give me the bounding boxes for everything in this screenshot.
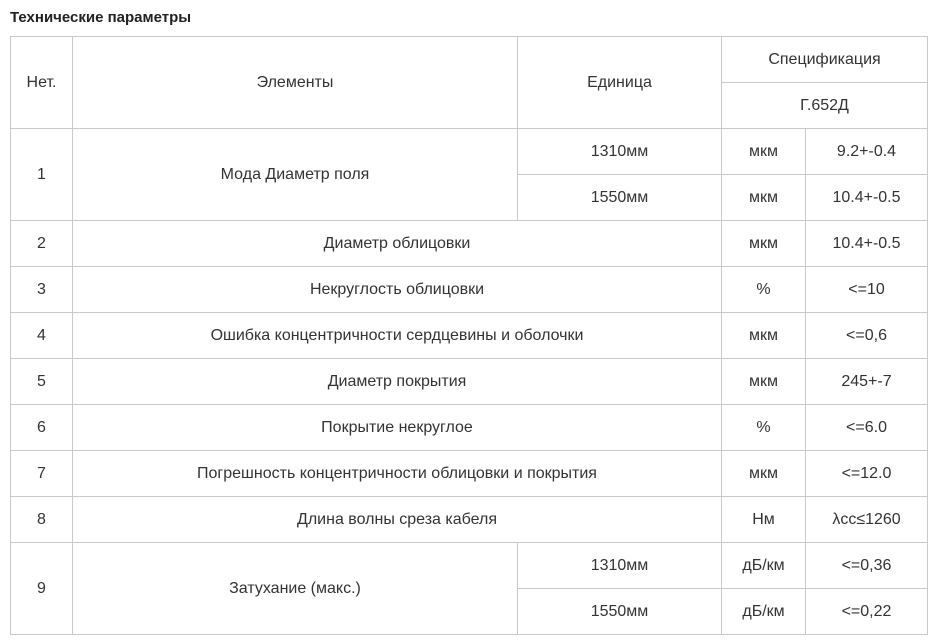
row-value: 9.2+-0.4 (806, 129, 928, 175)
row-value: <=0,36 (806, 543, 928, 589)
row-value: <=12.0 (806, 451, 928, 497)
table-row (11, 451, 928, 497)
row-unit: мкм (722, 175, 806, 221)
row-no: 5 (11, 359, 73, 405)
row-no: 1 (11, 129, 73, 221)
row-unit: мкм (722, 359, 806, 405)
row-unit: дБ/км (722, 543, 806, 589)
table-row (11, 359, 928, 405)
table-row (11, 221, 928, 267)
row-no: 7 (11, 451, 73, 497)
row-unit: % (722, 405, 806, 451)
row-no: 4 (11, 313, 73, 359)
row-element: Погрешность концентричности облицовки и покрытия (73, 451, 722, 497)
row-element: Длина волны среза кабеля (73, 497, 722, 543)
table-header-row (11, 37, 928, 83)
header-unit: Единица (518, 37, 722, 129)
row-unit: мкм (722, 129, 806, 175)
row-element: Диаметр покрытия (73, 359, 722, 405)
row-element: Диаметр облицовки (73, 221, 722, 267)
header-no: Нет. (11, 37, 73, 129)
row-subparam: 1550мм (518, 175, 722, 221)
row-no: 9 (11, 543, 73, 635)
row-unit: % (722, 267, 806, 313)
row-element: Ошибка концентричности сердцевины и оболочки (73, 313, 722, 359)
row-no: 8 (11, 497, 73, 543)
row-no: 6 (11, 405, 73, 451)
tech-params-table (10, 36, 928, 635)
row-value: <=0,22 (806, 589, 928, 635)
row-element: Мода Диаметр поля (73, 129, 518, 221)
table-row (11, 543, 928, 589)
row-element: Покрытие некруглое (73, 405, 722, 451)
row-subparam: 1550мм (518, 589, 722, 635)
header-elements: Элементы (73, 37, 518, 129)
table-row (11, 267, 928, 313)
page-title: Технические параметры (10, 9, 192, 26)
row-no: 3 (11, 267, 73, 313)
row-unit: Нм (722, 497, 806, 543)
row-no: 2 (11, 221, 73, 267)
table-row (11, 405, 928, 451)
table-row (11, 313, 928, 359)
row-element: Затухание (макс.) (73, 543, 518, 635)
row-value: <=10 (806, 267, 928, 313)
row-unit: мкм (722, 221, 806, 267)
row-value: <=0,6 (806, 313, 928, 359)
row-unit: мкм (722, 451, 806, 497)
row-value: 245+-7 (806, 359, 928, 405)
row-subparam: 1310мм (518, 543, 722, 589)
row-unit: дБ/км (722, 589, 806, 635)
table-row (11, 129, 928, 175)
row-value: 10.4+-0.5 (806, 221, 928, 267)
row-value: 10.4+-0.5 (806, 175, 928, 221)
row-unit: мкм (722, 313, 806, 359)
row-element: Некруглость облицовки (73, 267, 722, 313)
header-spec: Спецификация (722, 37, 928, 83)
table-row (11, 497, 928, 543)
row-value: λcc≤1260 (806, 497, 928, 543)
row-subparam: 1310мм (518, 129, 722, 175)
row-value: <=6.0 (806, 405, 928, 451)
header-spec-sub: Г.652Д (722, 83, 928, 129)
